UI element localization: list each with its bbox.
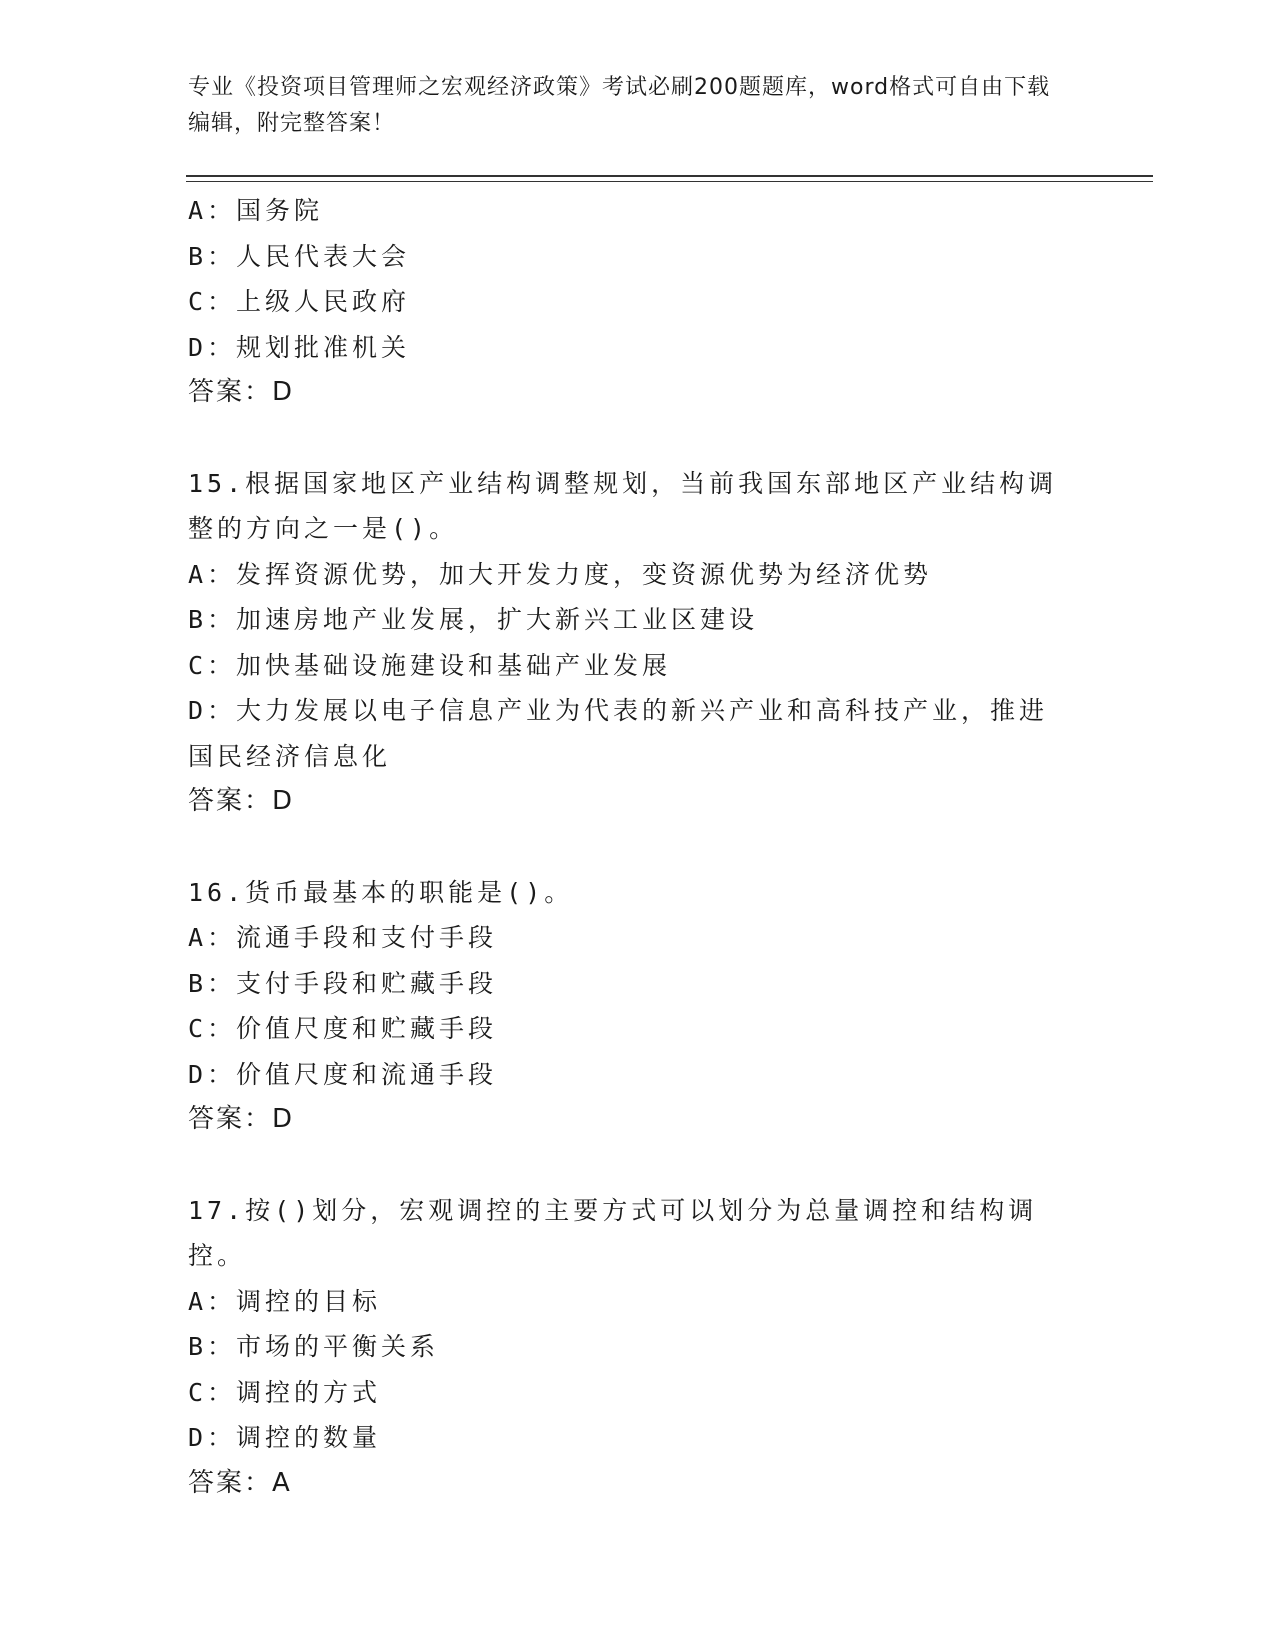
answer-line: 答案：D bbox=[188, 1104, 295, 1134]
document-header: 专业《投资项目管理师之宏观经济政策》考试必刷200题题库，word格式可自由下载编辑，附完整答案！ bbox=[188, 75, 1051, 136]
answer-line: 答案：D bbox=[188, 786, 295, 816]
spacer bbox=[188, 1143, 1088, 1188]
question-block-17 bbox=[188, 1188, 1088, 1507]
question-stem: 16.货币最基本的职能是()。 bbox=[188, 877, 574, 907]
question-block-16 bbox=[188, 870, 1088, 1143]
header-divider-thin bbox=[186, 181, 1153, 182]
spacer bbox=[188, 825, 1088, 870]
option-a: A：调控的目标 bbox=[188, 1286, 382, 1316]
option-c: C：加快基础设施建设和基础产业发展 bbox=[188, 650, 672, 680]
option-c: C：上级人民政府 bbox=[188, 287, 411, 316]
option-c: C：价值尺度和贮藏手段 bbox=[188, 1014, 498, 1043]
option-d: D：调控的数量 bbox=[188, 1423, 382, 1452]
option-d: D：大力发展以电子信息产业为代表的新兴产业和高科技产业，推进国民经济信息化 bbox=[188, 696, 1049, 771]
option-b: B：人民代表大会 bbox=[188, 241, 411, 271]
spacer bbox=[188, 416, 1088, 461]
answer-line: 答案：A bbox=[188, 1467, 292, 1498]
question-block-14 bbox=[188, 188, 1088, 416]
option-d: D：价值尺度和流通手段 bbox=[188, 1059, 498, 1089]
option-b: B：支付手段和贮藏手段 bbox=[188, 968, 498, 998]
header-divider-thick bbox=[186, 175, 1153, 177]
question-list bbox=[188, 188, 1088, 1506]
option-a: A：流通手段和支付手段 bbox=[188, 923, 498, 952]
option-b: B：加速房地产业发展，扩大新兴工业区建设 bbox=[188, 605, 759, 634]
answer-line: 答案：D bbox=[188, 377, 295, 407]
question-block-15 bbox=[188, 461, 1088, 825]
option-a: A：发挥资源优势，加大开发力度，变资源优势为经济优势 bbox=[188, 559, 933, 589]
option-b: B：市场的平衡关系 bbox=[188, 1332, 440, 1361]
question-stem: 15.根据国家地区产业结构调整规划，当前我国东部地区产业结构调整的方向之一是()。 bbox=[188, 468, 1058, 543]
option-c: C：调控的方式 bbox=[188, 1377, 382, 1407]
question-stem: 17.按()划分，宏观调控的主要方式可以划分为总量调控和结构调控。 bbox=[188, 1195, 1038, 1270]
option-a: A：国务院 bbox=[188, 196, 324, 225]
option-d: D：规划批准机关 bbox=[188, 332, 411, 362]
